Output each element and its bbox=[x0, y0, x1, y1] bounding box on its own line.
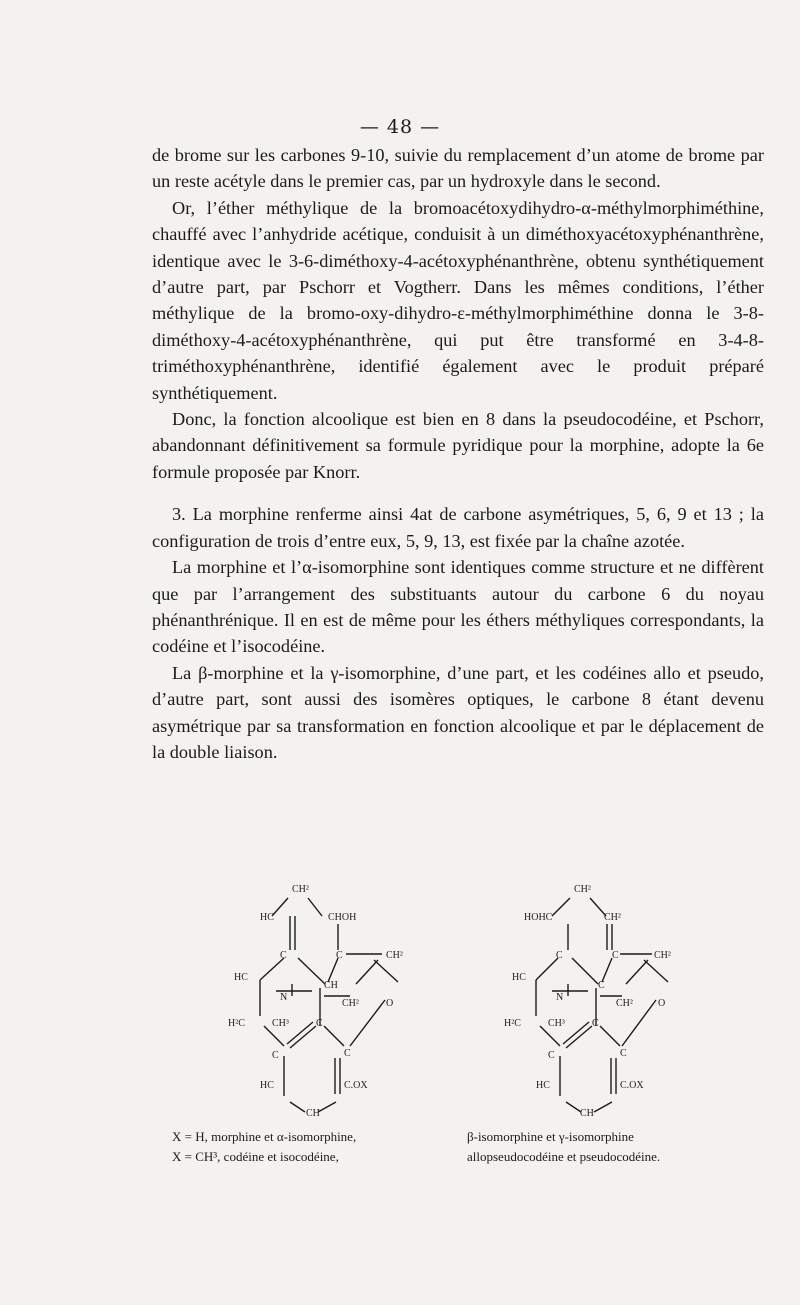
atom-label: C.OX bbox=[344, 1080, 368, 1091]
formula-left bbox=[260, 898, 398, 1112]
atom-label: H²C bbox=[228, 1018, 245, 1029]
caption-left-line2: X = CH³, codéine et isocodéine, bbox=[172, 1149, 339, 1164]
atom-label: CHOH bbox=[328, 912, 357, 923]
atom-label: C bbox=[344, 1048, 351, 1059]
body-text bbox=[152, 142, 764, 765]
paragraph: La β-morphine et la γ-isomorphine, d’une part, et les codéines allo et pseudo, d’autre part, sont aussi des isomères optiques, le carbone 8 étant devenu asymétrique par sa transformation en fonction alcoolique et par le déplacement de la double liaison. bbox=[152, 662, 764, 762]
atom-label: CH³ bbox=[272, 1018, 289, 1029]
atom-label: CH³ bbox=[548, 1018, 565, 1029]
atom-label: C bbox=[620, 1048, 627, 1059]
atom-label: CH² bbox=[604, 912, 621, 923]
atom-label: CH² bbox=[616, 998, 633, 1009]
atom-label: HC bbox=[234, 972, 248, 983]
formula-right bbox=[536, 898, 668, 1112]
caption-right-line1: β-isomorphine et γ-isomorphine bbox=[467, 1129, 634, 1144]
paragraph: 3. La morphine renferme ainsi 4at de carbone asymétriques, 5, 6, 9 et 13 ; la configuration de trois d’entre eux, 5, 9, 13, est fixée par la chaîne azotée. bbox=[152, 504, 764, 551]
atom-label: HC bbox=[512, 972, 526, 983]
caption-right-line2: allopseudocodéine et pseudocodéine. bbox=[467, 1149, 661, 1164]
formula-drawing bbox=[160, 876, 780, 1116]
atom-label: C bbox=[548, 1050, 555, 1061]
atom-label: HC bbox=[260, 912, 274, 923]
atom-label: CH bbox=[580, 1108, 594, 1116]
atom-label: HC bbox=[536, 1080, 550, 1091]
atom-label: HOHC bbox=[524, 912, 553, 923]
caption-left-line1: X = H, morphine et α-isomorphine, bbox=[172, 1129, 357, 1144]
atom-label: N bbox=[556, 992, 564, 1003]
paragraph: Donc, la fonction alcoolique est bien en 8 dans la pseudocodéine, et Pschorr, abandonnant définitivement sa formule pyridique pour la morphine, adopte la 6e formule proposée par Knorr. bbox=[152, 409, 764, 482]
atom-label: C bbox=[612, 950, 619, 961]
atom-label: O bbox=[386, 998, 394, 1009]
page-number: — 48 — bbox=[359, 116, 441, 138]
paragraph: Or, l’éther méthylique de la bromoacétoxydihydro-α-méthylmorphiméthine, chauffé avec l’anhydride acétique, conduisit à un diméthoxyacétoxyphénanthrène, identique avec le 3-6-diméthoxy-4-acétoxyphénanthrène, obtenu synthétiquement d’autre part, par Pschorr et Vogtherr. Dans les mêmes conditions, l’éther méthylique de la bromo-oxy-dihydro-ε-méthylmorphiméthine donna le 3-8-diméthoxy-4-acétoxyphénanthrène, qui put être transformé en 3-4-8-triméthoxyphénanthrène, identifié également avec le produit préparé synthétiquement. bbox=[152, 197, 764, 403]
atom-label: CH² bbox=[574, 884, 591, 895]
caption-left bbox=[172, 1127, 356, 1167]
atom-label: C bbox=[280, 950, 287, 961]
atom-label: C bbox=[316, 1018, 323, 1029]
paragraph: de brome sur les carbones 9-10, suivie du remplacement d’un atome de brome par un reste acétyle dans le premier cas, par un hydroxyle dans le second. bbox=[152, 145, 764, 192]
atom-label: CH² bbox=[386, 950, 403, 961]
atom-label: CH bbox=[306, 1108, 320, 1116]
formula-left-labels bbox=[228, 884, 403, 1116]
formula-right-labels bbox=[504, 884, 671, 1116]
atom-label: O bbox=[658, 998, 666, 1009]
caption-right bbox=[467, 1127, 660, 1167]
atom-label: C bbox=[556, 950, 563, 961]
atom-label: H²C bbox=[504, 1018, 521, 1029]
atom-label: C bbox=[598, 980, 605, 991]
atom-label: CH bbox=[324, 980, 338, 991]
atom-label: CH² bbox=[654, 950, 671, 961]
atom-label: C bbox=[272, 1050, 279, 1061]
atom-label: HC bbox=[260, 1080, 274, 1091]
atom-label: C bbox=[336, 950, 343, 961]
atom-label: N bbox=[280, 992, 288, 1003]
atom-label: C bbox=[592, 1018, 599, 1029]
atom-label: CH² bbox=[292, 884, 309, 895]
paragraph: La morphine et l’α-isomorphine sont identiques comme structure et ne diffèrent que par l’arrangement des substituants autour du carbone 6 du noyau phénanthrénique. Il en est de même pour les éthers méthyliques correspondants, la codéine et l’isocodéine. bbox=[152, 557, 764, 657]
structural-formulas bbox=[160, 876, 780, 1116]
atom-label: CH² bbox=[342, 998, 359, 1009]
atom-label: C.OX bbox=[620, 1080, 644, 1091]
